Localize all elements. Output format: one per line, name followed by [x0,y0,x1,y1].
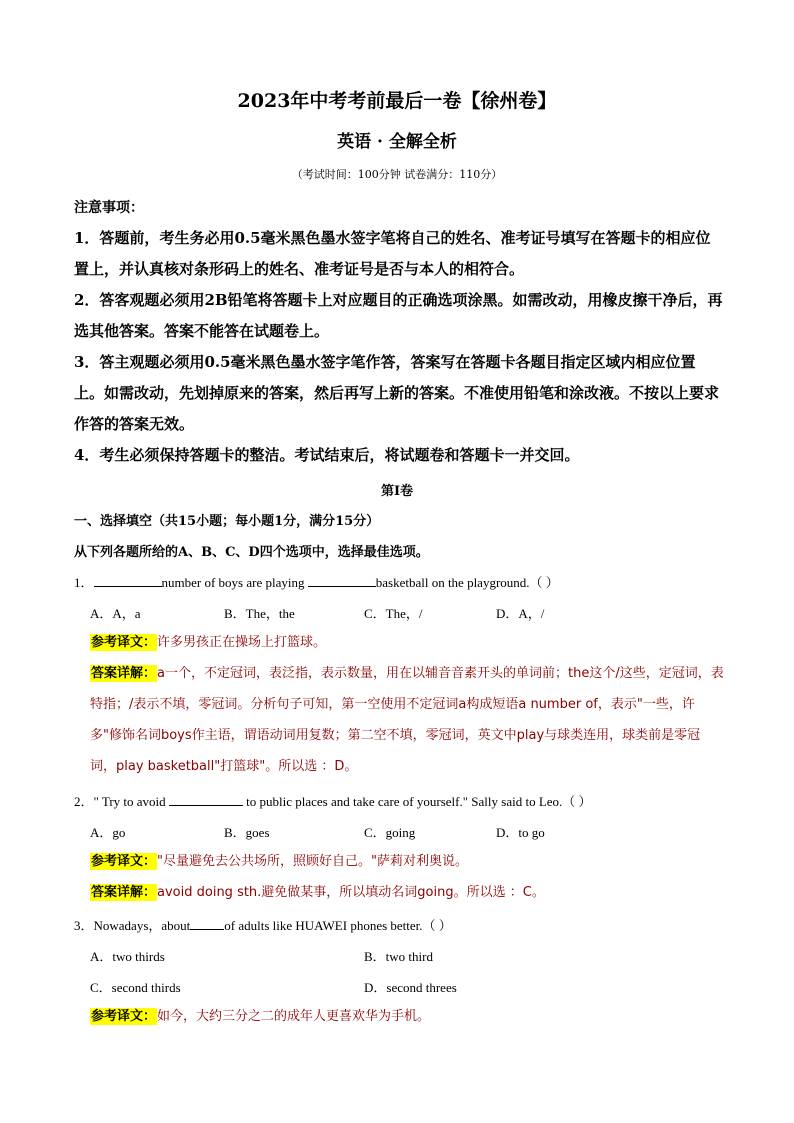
translation-text: "尽量避免去公共场所，照顾好自己。"萨莉对利奥说。 [157,854,468,869]
option-a: A．two thirds [90,949,165,964]
question-2-translation [90,846,724,877]
answer-blank [94,574,162,587]
question-number: 3． [74,918,94,933]
page-subtitle: 英语 · 全解全析 [337,132,457,152]
answer-blank [190,917,224,930]
option-b: B．goes [224,825,270,840]
answer-blank [308,574,376,587]
question-text: of adults like HUAWEI phones better.（ ） [224,918,452,933]
notice-item-4: 4．考生必须保持答题卡的整洁。考试结束后，将试题卷和答题卡一并交回。 [74,446,580,464]
option-c: C．going [364,825,416,840]
question-1-explanation [90,658,724,782]
question-text: Nowadays，about [93,918,191,933]
option-c: C．second thirds [90,980,181,995]
option-b: B．The，the [224,606,295,621]
question-text: basketball on the playground.（ ） [375,575,559,590]
question-1 [74,572,734,591]
notice-item-3: 3．答主观题必须用0.5毫米黑色墨水签字笔作答，答案写在答题卡各题目指定区域内相应位置上。如需改动，先划掉原来的答案，然后再写上新的答案。不准使用铅笔和涂改液。不按以上要求作答的答案无效。 [74,353,720,433]
question-2-explanation [90,877,724,908]
question-2 [74,791,734,810]
section-heading: 一、选择填空（共15小题；每小题1分，满分15分） [74,514,380,529]
notice-item-1: 1．答题前，考生务必用0.5毫米黑色墨水签字笔将自己的姓名、准考证号填写在答题卡的相应位置上，并认真核对条形码上的姓名、准考证号是否与本人的相符合。 [74,229,711,278]
part-heading: 第Ⅰ卷 [380,484,414,499]
translation-tag: 参考译文： [91,1009,157,1024]
option-a: A．A，a [90,606,141,621]
question-text: " Try to avoid [93,794,166,809]
option-a: A．go [90,825,126,840]
option-d: D．to go [496,825,545,840]
question-number: 2． [74,794,94,809]
section-instruction: 从下列各题所给的A、B、C、D四个选项中，选择最佳选项。 [74,545,429,560]
option-b: B．two third [364,949,433,964]
question-number: 1． [74,575,94,590]
explanation-tag: 答案详解： [91,885,157,900]
notice-item-2: 2．答客观题必须用2B铅笔将答题卡上对应题目的正确选项涂黑。如需改动，用橡皮擦干净后，再选其他答案。答案不能答在试题卷上。 [74,291,723,340]
option-d: D．A，/ [496,606,545,621]
explanation-tag: 答案详解： [91,666,157,681]
explanation-text: a一个，不定冠词，表泛指，表示数量，用在以辅音音素开头的单词前；the这个/这些，定冠词，表特指；/表示不填，零冠词。分析句子可知，第一空使用不定冠词a构成短语a number of，表示"一些，许多"修饰名词boys作主语，谓语动词用复数；第二空不填，零冠词，英文中play与球类连用，球类前是零冠词，play basketball"打篮球"。所以选 ：D。 [90,666,724,774]
question-1-translation [90,627,724,658]
translation-text: 许多男孩正在操场上打篮球。 [157,635,327,650]
question-3-translation [90,1001,724,1032]
translation-text: 如今，大约三分之二的成年人更喜欢华为手机。 [157,1009,431,1024]
translation-tag: 参考译文： [91,854,157,869]
question-3 [74,915,734,934]
question-text: number of boys are playing [161,575,305,590]
option-c: C．The，/ [364,606,423,621]
explanation-text: avoid doing sth.避免做某事，所以填动名词going。所以选 ：C。 [157,885,545,900]
answer-blank [169,793,243,806]
question-text: to public places and take care of yourself." Sally said to Leo.（ ） [246,794,592,809]
notice-heading: 注意事项： [74,200,144,216]
exam-info: （考试时间：100分钟 试卷满分：110分） [291,168,503,181]
page-title: 2023年中考考前最后一卷【徐州卷】 [237,90,557,112]
translation-tag: 参考译文： [91,635,157,650]
option-d: D．second threes [364,980,457,995]
